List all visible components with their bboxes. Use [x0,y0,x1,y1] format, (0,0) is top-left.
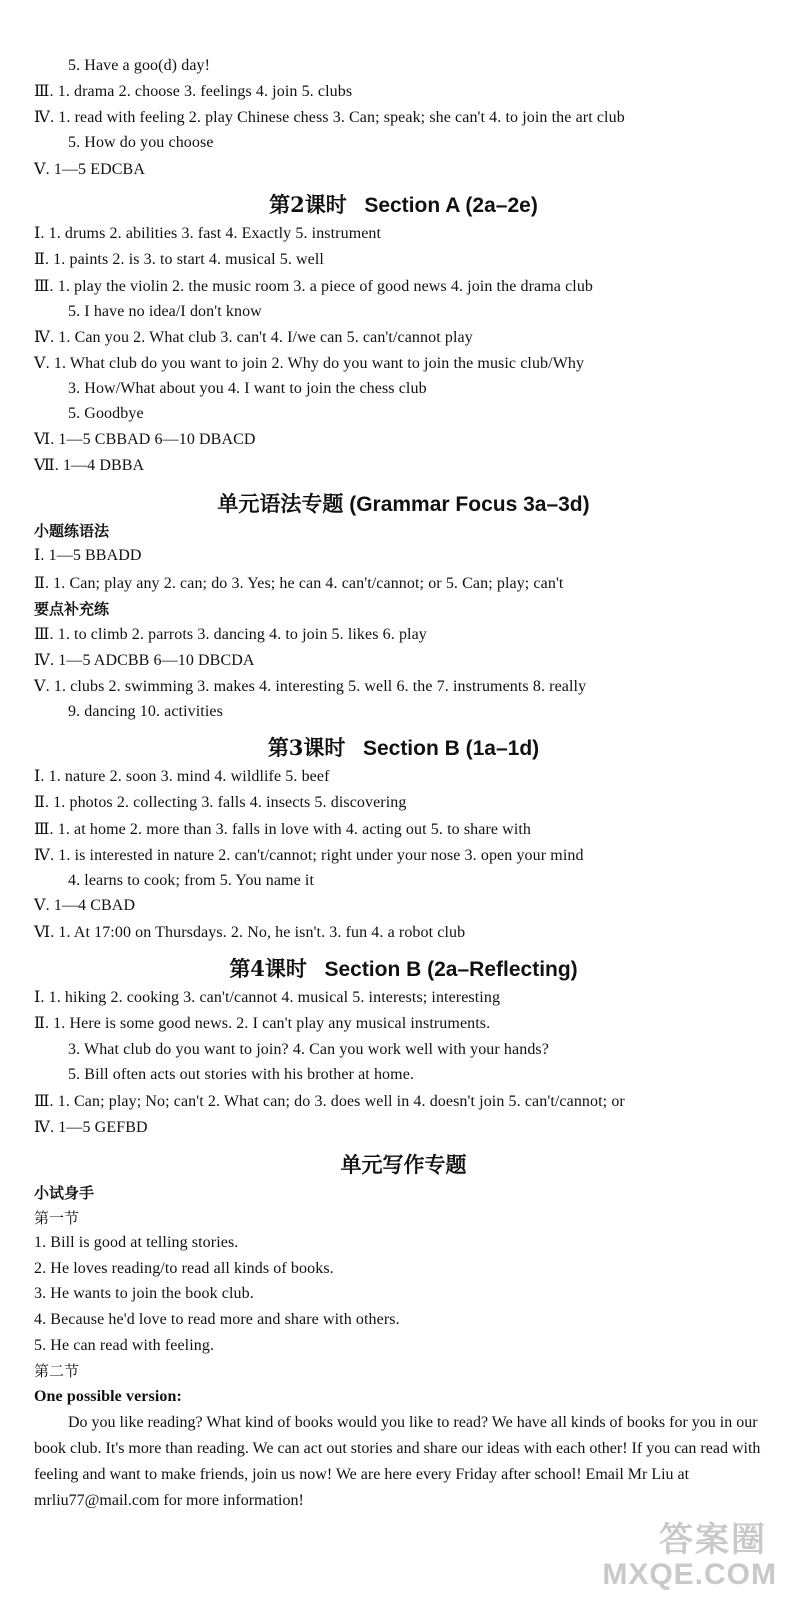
answer-line: Ⅳ. 1—5 GEFBD [34,1119,148,1136]
watermark-url: MXQE.COM [602,1558,777,1591]
answer-line: 5. Have a goo(d) day! [68,57,211,74]
lesson-heading [0,192,807,219]
answer-line: Ⅴ. 1—5 EDCBA [34,161,145,178]
lesson-heading-zh: 第3课时 [267,735,346,760]
lesson-heading [0,735,807,762]
watermark-text: 答案圈 [659,1521,767,1559]
answer-line: Ⅲ. 1. Can; play; No; can't 2. What can; do 3. does well in 4. doesn't join 5. can't/cannot; or [34,1093,625,1110]
subsection-label: 要点补充练 [34,600,110,618]
answer-line: Ⅳ. 1. is interested in nature 2. can't/cannot; right under your nose 3. open your mind [34,847,584,864]
answer-line: Ⅰ. 1. nature 2. soon 3. mind 4. wildlife 5. beef [34,768,330,785]
answer-line: Ⅳ. 1. read with feeling 2. play Chinese chess 3. Can; speak; she can't 4. to join the art club [34,109,625,126]
answer-line: Ⅱ. 1. Can; play any 2. can; do 3. Yes; he can 4. can't/cannot; or 5. Can; play; can't [34,575,564,592]
answer-line: 9. dancing 10. activities [68,703,223,720]
answer-line: Ⅱ. 1. paints 2. is 3. to start 4. musical 5. well [34,251,324,268]
answer-line: Ⅲ. 1. drama 2. choose 3. feelings 4. join 5. clubs [34,83,353,100]
lesson-heading [0,956,807,983]
answer-line: Ⅱ. 1. photos 2. collecting 3. falls 4. insects 5. discovering [34,794,407,811]
answer-line: Ⅰ. 1—5 BBADD [34,547,142,564]
answer-line: 5. Bill often acts out stories with his brother at home. [68,1066,414,1083]
writing-heading-zh: 单元写作专题 [340,1152,467,1177]
part-label: 第一节 [34,1209,80,1227]
answer-line: 3. He wants to join the book club. [34,1285,254,1302]
grammar-heading-zh: 单元语法专题 [217,491,344,516]
answer-line: Ⅴ. 1. clubs 2. swimming 3. makes 4. interesting 5. well 6. the 7. instruments 8. really [34,678,587,695]
answer-line: Ⅱ. 1. Here is some good news. 2. I can't play any musical instruments. [34,1015,491,1032]
answer-line: 5. How do you choose [68,134,214,151]
answer-line: 3. What club do you want to join? 4. Can you work well with your hands? [68,1041,549,1058]
answer-line: Ⅳ. 1—5 ADCBB 6—10 DBCDA [34,652,255,669]
watermark-logo [587,1512,777,1592]
answer-line: Ⅴ. 1—4 CBAD [34,897,136,914]
answer-line: 4. learns to cook; from 5. You name it [68,872,314,889]
answer-line: 1. Bill is good at telling stories. [34,1234,239,1251]
grammar-heading [0,491,807,518]
answer-line: Ⅵ. 1. At 17:00 on Thursdays. 2. No, he isn't. 3. fun 4. a robot club [34,924,466,941]
answer-line: 5. Goodbye [68,405,144,422]
answer-line: Ⅲ. 1. at home 2. more than 3. falls in love with 4. acting out 5. to share with [34,821,532,838]
answer-line: Ⅶ. 1—4 DBBA [34,457,145,474]
subsection-label: 小试身手 [34,1184,95,1202]
answer-line: 2. He loves reading/to read all kinds of books. [34,1260,334,1277]
answer-line: Ⅰ. 1. hiking 2. cooking 3. can't/cannot 4. musical 5. interests; interesting [34,989,501,1006]
lesson-heading-en: Section B (1a–1d) [362,737,540,760]
subsection-label: 小题练语法 [34,522,110,540]
lesson-heading-en: Section B (2a–Reflecting) [324,958,578,981]
lesson-heading-zh: 第4课时 [229,956,307,981]
grammar-heading-en: (Grammar Focus 3a–3d) [349,493,590,516]
answer-line: Ⅰ. 1. drums 2. abilities 3. fast 4. Exactly 5. instrument [34,225,382,242]
answer-line: Ⅲ. 1. to climb 2. parrots 3. dancing 4. to join 5. likes 6. play [34,626,427,643]
answer-line: Ⅵ. 1—5 CBBAD 6—10 DBACD [34,431,256,448]
answer-line: 5. I have no idea/I don't know [68,303,262,320]
essay-paragraph: Do you like reading? What kind of books would you like to read? We have all kinds of books for you in our book club. It's more than reading. We can act out stories and share our ideas with each other! If you can read with feeling and want to make friends, join us now! We are here every Friday after school! Email Mr Liu at mrliu77@mail.com for more information! [34,1414,761,1509]
answer-line: Ⅴ. 1. What club do you want to join 2. Why do you want to join the music club/Why [34,355,585,372]
writing-heading [0,1152,807,1179]
answer-line: Ⅳ. 1. Can you 2. What club 3. can't 4. I/we can 5. can't/cannot play [34,329,473,346]
answer-line: 4. Because he'd love to read more and share with others. [34,1311,400,1328]
answer-line: Ⅲ. 1. play the violin 2. the music room 3. a piece of good news 4. join the drama club [34,278,594,295]
lesson-heading-zh: 第2课时 [269,192,347,217]
answer-line: 3. How/What about you 4. I want to join the chess club [68,380,427,397]
part-label: 第二节 [34,1362,80,1380]
lesson-heading-en: Section A (2a–2e) [364,194,538,217]
version-label: One possible version: [34,1388,182,1405]
answer-line: 5. He can read with feeling. [34,1337,215,1354]
